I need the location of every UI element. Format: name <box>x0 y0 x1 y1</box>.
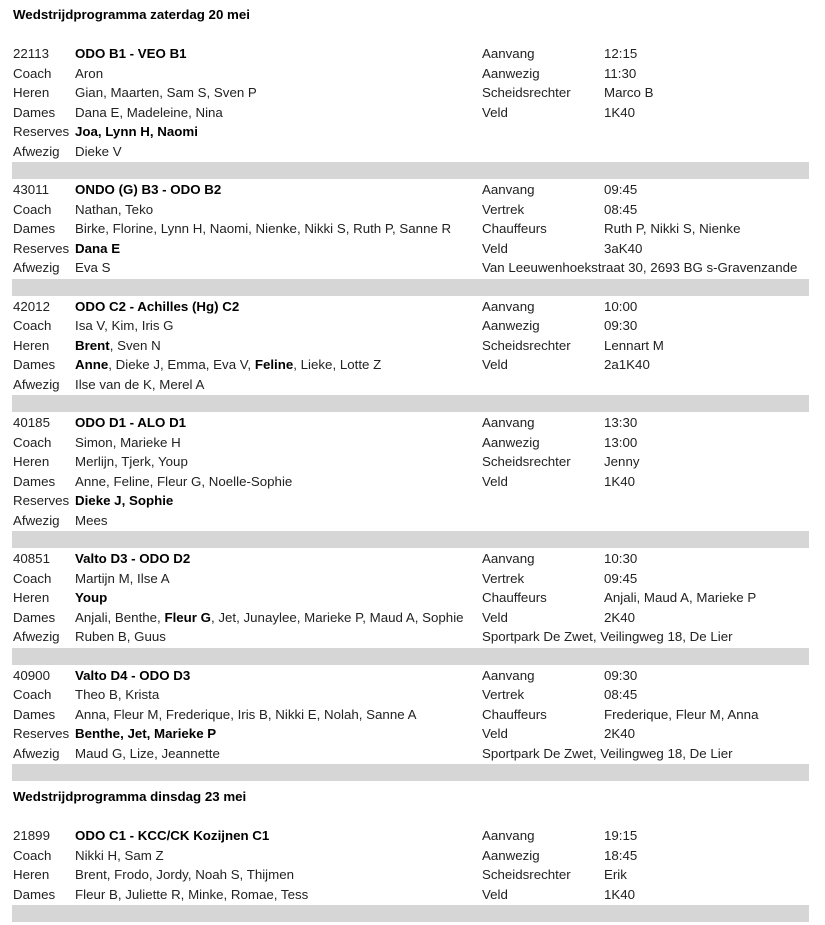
match-row <box>12 472 809 492</box>
detail-value: Jenny <box>604 454 640 469</box>
separator-bar <box>12 279 809 296</box>
detail-value: 19:15 <box>604 828 638 843</box>
player-names: Merlijn, Tjerk, Youp <box>75 454 188 469</box>
detail-label: Veld <box>482 886 508 902</box>
detail-value: 10:00 <box>604 298 638 314</box>
row-names <box>75 608 482 628</box>
row-names <box>75 258 482 278</box>
row-names <box>75 239 482 259</box>
row-label: Coach <box>13 434 52 450</box>
player-names: Eva S <box>75 260 111 275</box>
match-row <box>12 180 809 200</box>
match-title: Valto D3 - ODO D2 <box>75 551 191 566</box>
match-code: 42012 <box>13 298 50 314</box>
match-row <box>12 724 809 744</box>
row-names <box>75 744 482 764</box>
player-names: Mees <box>75 512 108 528</box>
detail-label: Chauffeurs <box>482 221 547 236</box>
row-label: Coach <box>13 65 52 81</box>
match-row <box>12 44 809 64</box>
detail-label: Aanwezig <box>482 847 540 863</box>
row-label: Afwezig <box>13 512 60 528</box>
row-names <box>75 885 482 905</box>
match-title: ODO C2 - Achilles (Hg) C2 <box>75 298 240 314</box>
row-label: Coach <box>13 318 52 333</box>
row-names <box>75 200 482 220</box>
detail-label: Vertrek <box>482 570 525 586</box>
match-row <box>12 608 809 628</box>
detail-label: Aanwezig <box>482 65 540 81</box>
player-names: , Dieke J, Emma, Eva V, <box>108 357 255 372</box>
detail-label: Vertrek <box>482 687 525 702</box>
row-label: Afwezig <box>13 260 60 275</box>
row-label: Coach <box>13 201 52 217</box>
player-names: Theo B, Krista <box>75 687 160 702</box>
match-code: 21899 <box>13 828 50 843</box>
row-label: Reserves <box>13 240 70 256</box>
spacer <box>13 24 825 44</box>
player-names: Gian, Maarten, Sam S, Sven P <box>75 85 257 100</box>
match-code: 40900 <box>13 667 50 683</box>
player-names: , Sven N <box>109 337 161 353</box>
match-row <box>12 588 809 608</box>
match-row <box>12 885 809 905</box>
row-label: Dames <box>13 706 56 722</box>
row-label: Dames <box>13 221 56 236</box>
match-title: ONDO (G) B3 - ODO B2 <box>75 182 222 197</box>
match-row <box>12 744 809 764</box>
row-names <box>75 588 482 608</box>
row-names <box>75 64 482 84</box>
match-row <box>12 452 809 472</box>
match-row <box>12 316 809 336</box>
player-names: Anjali, Benthe, <box>75 609 165 625</box>
row-label: Coach <box>13 847 52 863</box>
row-names <box>75 122 482 142</box>
row-names <box>75 316 482 336</box>
row-label: Heren <box>13 867 50 882</box>
player-names: Dieke V <box>75 143 122 159</box>
match-code: 43011 <box>13 182 49 197</box>
detail-label: Veld <box>482 726 508 741</box>
row-names <box>75 433 482 453</box>
row-names <box>75 705 482 725</box>
match-row <box>12 64 809 84</box>
row-label: Coach <box>13 687 52 702</box>
match-row <box>12 549 809 569</box>
empty-cell <box>482 491 604 511</box>
row-names <box>75 627 482 647</box>
separator-bar <box>12 531 809 548</box>
detail-label: Scheidsrechter <box>482 85 571 100</box>
spacer <box>13 806 825 826</box>
player-names: Fleur B, Juliette R, Minke, Romae, Tess <box>75 886 309 902</box>
match-code: 22113 <box>13 46 49 61</box>
detail-value: 2a1K40 <box>604 357 650 372</box>
player-names: Simon, Marieke H <box>75 434 181 450</box>
row-names <box>75 472 482 492</box>
row-label: Reserves <box>13 726 70 741</box>
player-names: Ilse van de K, Merel A <box>75 376 205 392</box>
match-code: 40185 <box>13 415 50 430</box>
row-names <box>75 355 482 375</box>
player-names: Fleur G <box>164 609 211 625</box>
detail-label: Aanwezig <box>482 434 540 450</box>
separator-bar <box>12 162 809 179</box>
detail-value: 1K40 <box>604 886 636 902</box>
row-label: Afwezig <box>13 745 60 761</box>
row-label: Dames <box>13 609 56 625</box>
player-names: Joa, Lynn H, Naomi <box>75 124 198 139</box>
detail-value: 18:45 <box>604 847 638 863</box>
row-names <box>75 724 482 744</box>
row-label: Reserves <box>13 124 70 139</box>
row-label: Coach <box>13 570 52 586</box>
match-code: 40851 <box>13 551 50 566</box>
separator-bar <box>12 764 809 781</box>
detail-value: 2K40 <box>604 609 636 625</box>
detail-label: Vertrek <box>482 201 525 217</box>
day-title: Wedstrijdprogramma zaterdag 20 mei <box>13 7 250 22</box>
match-row <box>12 705 809 725</box>
detail-label: Aanvang <box>482 46 535 61</box>
empty-cell <box>604 511 809 531</box>
row-label: Dames <box>13 473 56 489</box>
detail-label: Veld <box>482 473 508 489</box>
empty-cell <box>482 375 604 395</box>
separator-bar <box>12 395 809 412</box>
match-row <box>12 826 809 846</box>
detail-label: Veld <box>482 240 508 256</box>
row-label: Heren <box>13 454 50 469</box>
match-block <box>12 44 809 161</box>
player-names: Isa V, Kim, Iris G <box>75 318 174 333</box>
detail-label: Aanvang <box>482 298 535 314</box>
player-names: Ruben B, Guus <box>75 629 166 644</box>
detail-value: 1K40 <box>604 473 636 489</box>
separator-bar <box>12 905 809 922</box>
player-names: Feline <box>254 357 294 372</box>
player-names: , Lieke, Lotte Z <box>293 357 382 372</box>
detail-label: Veld <box>482 609 508 625</box>
row-names <box>75 685 482 705</box>
player-names: , Jet, Junaylee, Marieke P, Maud A, Sophie <box>211 609 464 625</box>
detail-value: 08:45 <box>604 687 638 702</box>
empty-cell <box>604 491 809 511</box>
row-label: Dames <box>13 357 56 372</box>
detail-label: Aanvang <box>482 828 535 843</box>
match-row <box>12 413 809 433</box>
match-row <box>12 336 809 356</box>
day-title: Wedstrijdprogramma dinsdag 23 mei <box>13 789 247 804</box>
match-row <box>12 375 809 395</box>
match-title: ODO C1 - KCC/CK Kozijnen C1 <box>75 828 270 843</box>
match-row <box>12 122 809 142</box>
detail-value: Lennart M <box>604 337 664 353</box>
venue-address: Sportpark De Zwet, Veilingweg 18, De Lier <box>482 745 733 761</box>
row-names <box>75 103 482 123</box>
row-names <box>75 375 482 395</box>
detail-label: Aanwezig <box>482 318 540 333</box>
match-row <box>12 219 809 239</box>
row-label: Heren <box>13 337 50 353</box>
detail-label: Veld <box>482 357 508 372</box>
match-row <box>12 200 809 220</box>
row-label: Dames <box>13 886 56 902</box>
detail-value: 08:45 <box>604 201 638 217</box>
match-block <box>12 666 809 764</box>
detail-value: 11:30 <box>604 65 637 81</box>
player-names: Benthe, Jet, Marieke P <box>75 726 217 741</box>
empty-cell <box>604 142 809 162</box>
player-names: Anna, Fleur M, Frederique, Iris B, Nikki E, Nolah, Sanne A <box>75 706 417 722</box>
match-title: ODO D1 - ALO D1 <box>75 415 187 430</box>
match-row <box>12 355 809 375</box>
match-block <box>12 413 809 530</box>
empty-cell <box>482 142 604 162</box>
row-names <box>75 491 482 511</box>
player-names: Dana E <box>75 240 121 256</box>
venue-address: Sportpark De Zwet, Veilingweg 18, De Lier <box>482 629 733 644</box>
row-names <box>75 452 482 472</box>
detail-label: Scheidsrechter <box>482 454 571 469</box>
match-row <box>12 297 809 317</box>
player-names: Anne, Feline, Fleur G, Noelle-Sophie <box>75 473 293 489</box>
detail-value: 3aK40 <box>604 240 643 256</box>
match-row <box>12 258 809 278</box>
detail-value: Ruth P, Nikki S, Nienke <box>604 221 741 236</box>
detail-value: 09:30 <box>604 318 638 333</box>
match-row <box>12 142 809 162</box>
match-title: ODO B1 - VEO B1 <box>75 46 187 61</box>
player-names: Birke, Florine, Lynn H, Naomi, Nienke, Nikki S, Ruth P, Sanne R <box>75 221 452 236</box>
player-names: Nathan, Teko <box>75 201 154 217</box>
player-names: Dieke J, Sophie <box>75 493 174 508</box>
row-label: Heren <box>13 590 50 605</box>
row-names <box>75 336 482 356</box>
player-names: Youp <box>75 590 108 605</box>
row-names <box>75 83 482 103</box>
detail-label: Aanvang <box>482 551 535 566</box>
match-row <box>12 685 809 705</box>
empty-cell <box>604 122 809 142</box>
row-names <box>75 511 482 531</box>
detail-value: 13:00 <box>604 434 638 450</box>
row-names <box>75 142 482 162</box>
detail-value: Anjali, Maud A, Marieke P <box>604 590 757 605</box>
match-row <box>12 569 809 589</box>
row-label: Heren <box>13 85 50 100</box>
row-label: Dames <box>13 104 56 120</box>
match-block <box>12 826 809 904</box>
row-label: Afwezig <box>13 629 60 644</box>
match-block <box>12 180 809 278</box>
player-names: Dana E, Madeleine, Nina <box>75 104 223 120</box>
detail-value: 12:15 <box>604 46 638 61</box>
empty-cell <box>604 375 809 395</box>
detail-value: 1K40 <box>604 104 636 120</box>
player-names: Brent, Frodo, Jordy, Noah S, Thijmen <box>75 867 295 882</box>
match-row <box>12 865 809 885</box>
player-names: Nikki H, Sam Z <box>75 847 164 863</box>
row-names <box>75 865 482 885</box>
row-label: Reserves <box>13 493 70 508</box>
match-row <box>12 666 809 686</box>
detail-value: 09:45 <box>604 182 638 197</box>
match-row <box>12 511 809 531</box>
row-label: Afwezig <box>13 376 60 392</box>
match-row <box>12 491 809 511</box>
empty-cell <box>482 122 604 142</box>
match-block <box>12 297 809 395</box>
venue-address: Van Leeuwenhoekstraat 30, 2693 BG s-Gravenzande <box>482 260 798 275</box>
detail-label: Chauffeurs <box>482 590 547 605</box>
match-row <box>12 239 809 259</box>
player-names: Maud G, Lize, Jeannette <box>75 745 220 761</box>
detail-value: 10:30 <box>604 551 638 566</box>
match-title: Valto D4 - ODO D3 <box>75 667 191 683</box>
player-names: Martijn M, Ilse A <box>75 570 170 586</box>
match-row <box>12 846 809 866</box>
detail-value: 09:45 <box>604 570 638 586</box>
detail-label: Aanvang <box>482 182 535 197</box>
empty-cell <box>482 511 604 531</box>
detail-value: Frederique, Fleur M, Anna <box>604 706 759 722</box>
detail-label: Aanvang <box>482 415 535 430</box>
player-names: Aron <box>75 65 104 81</box>
detail-value: 13:30 <box>604 415 638 430</box>
detail-value: 09:30 <box>604 667 638 683</box>
detail-label: Scheidsrechter <box>482 337 571 353</box>
match-row <box>12 83 809 103</box>
detail-value: Erik <box>604 867 627 882</box>
detail-label: Chauffeurs <box>482 706 547 722</box>
detail-label: Aanvang <box>482 667 535 683</box>
player-names: Brent <box>75 337 110 353</box>
row-names <box>75 846 482 866</box>
row-names <box>75 219 482 239</box>
detail-label: Scheidsrechter <box>482 867 571 882</box>
match-row <box>12 627 809 647</box>
match-row <box>12 103 809 123</box>
match-row <box>12 433 809 453</box>
detail-value: Marco B <box>604 85 654 100</box>
row-label: Afwezig <box>13 143 60 159</box>
match-block <box>12 549 809 647</box>
row-names <box>75 569 482 589</box>
separator-bar <box>12 648 809 665</box>
detail-value: 2K40 <box>604 726 636 741</box>
player-names: Anne <box>75 357 109 372</box>
detail-label: Veld <box>482 104 508 120</box>
